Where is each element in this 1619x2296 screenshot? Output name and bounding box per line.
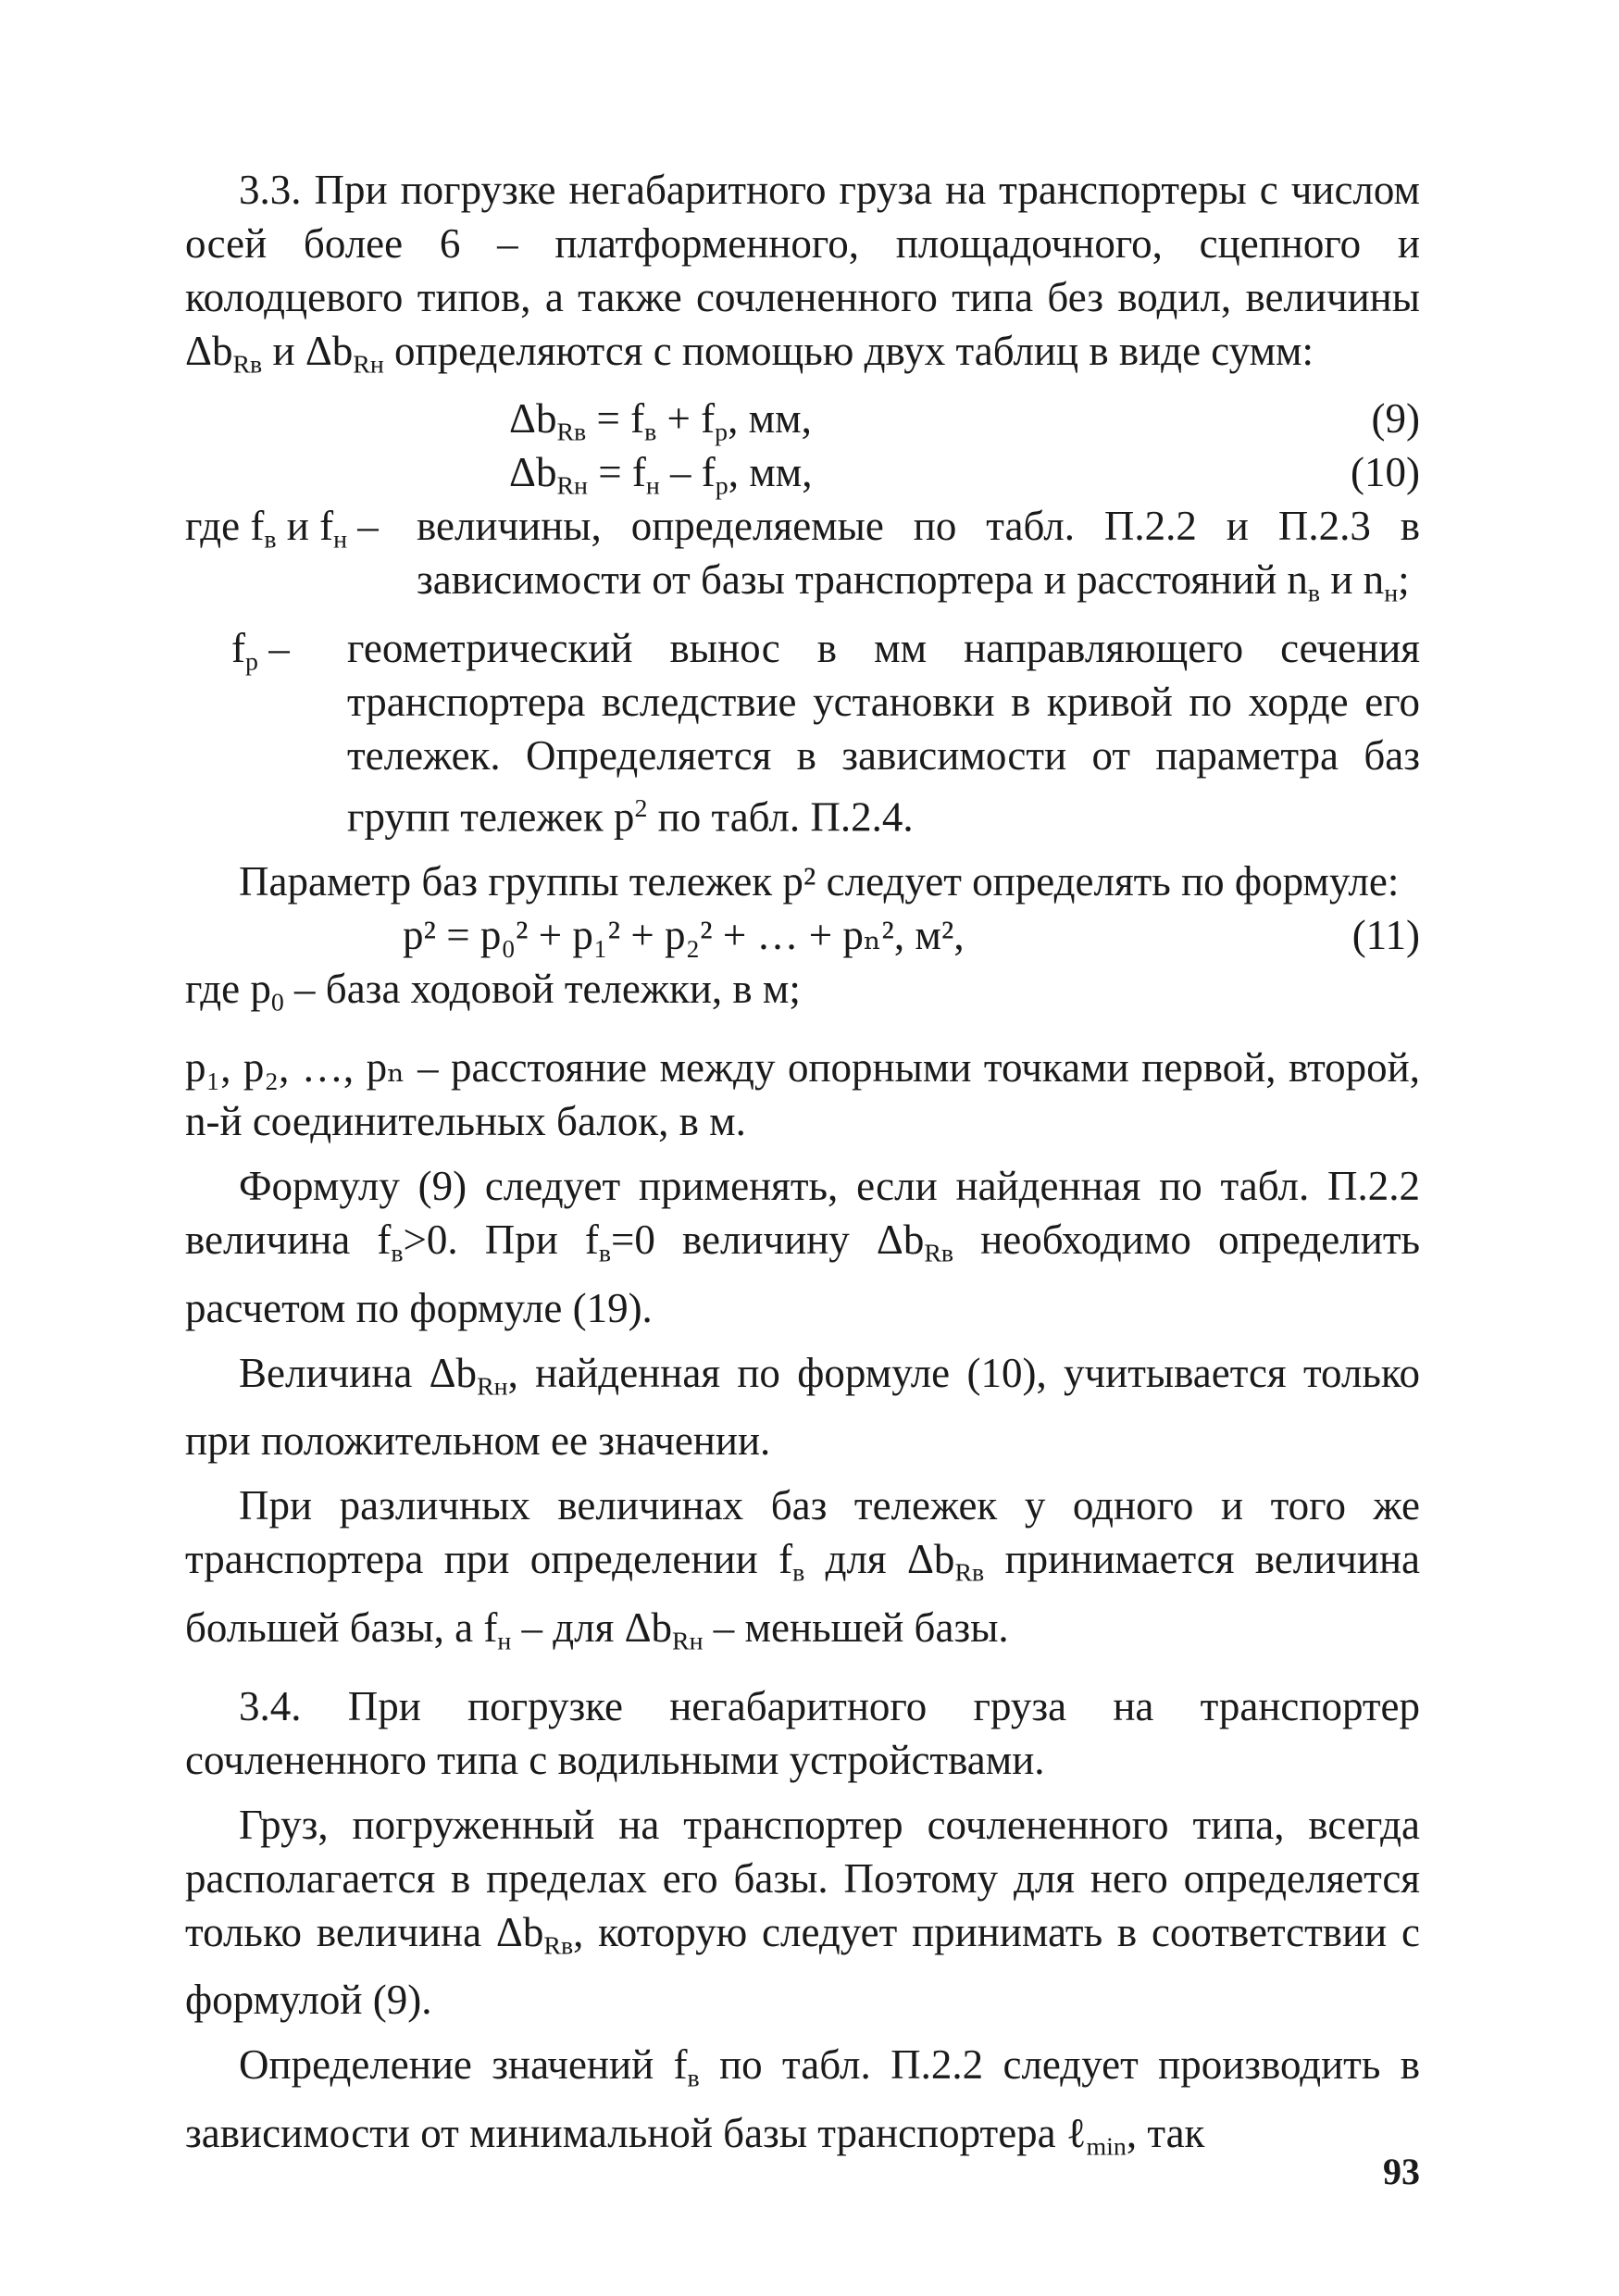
formula-9-expression: $\Delta b_{Rв} = f_в + f_р$, мм, — [509, 395, 812, 447]
definition-fp — [185, 621, 1420, 843]
formula-11-expression: p² = p₀² + p₁² + p₂² + … + pₙ², м², — [403, 912, 965, 959]
definition-p0: где $p_0$ – база ходовой тележки, в м; — [185, 966, 801, 1017]
paragraph-articulated-load: Груз, погруженный на транспортер сочлененного типа, всегда располагается в пределах его базы. Поэтому для него определяется только величина $\Delta b_{Rв}$, которую следует принимать в соответствии с формулой (9). — [185, 1801, 1420, 2024]
formula-10 — [185, 445, 1420, 499]
formula-10-number: (10) — [1351, 449, 1420, 496]
paragraph-3-4: 3.4. При погрузке негабаритного груза на транспортер сочлененного типа с водильными устройствами. — [185, 1682, 1420, 1783]
definitions-list — [185, 499, 1420, 843]
definition-text: геометрический вынос в мм направляющего сечения транспортера вследствие установки в кривой по хорде его тележек. Определяется в зависимости от параметра баз групп тележек $p^2$ по табл. П.2.4. — [347, 624, 1420, 841]
definition-fv-fn — [185, 499, 1420, 620]
formula-9 — [185, 392, 1420, 445]
formula-9-number: (9) — [1371, 395, 1420, 443]
paragraph-different-bases: При различных величинах баз тележек у одного и того же транспортера при определении $f_в$ для $\Delta b_{Rв}$ принимается величина большей базы, а $f_н$ – для $\Delta b_{Rн}$ – меньшей базы. — [185, 1482, 1421, 1655]
formula-11-number: (11) — [1351, 912, 1420, 959]
paragraph-formula-9-usage: Формулу (9) следует применять, если найденная по табл. П.2.2 величина $f_в>0$. При $f_в=0$ величину $\Delta b_{Rв}$ необходимо определить расчетом по формуле (19). — [185, 1163, 1421, 1331]
paragraph-3-3: 3.3. При погрузке негабаритного груза на транспортеры с числом осей более 6 – платформенного, площадочного, сцепного и колодцевого типов, а также сочлененного типа без водил, величины $\Delta b_{Rв}$ и $\Delta b_{Rн}$ определяются с помощью двух таблиц в виде сумм: — [185, 167, 1420, 380]
definition-p1-pn: p₁, p₂, …, pₙ – расстояние между опорными точками первой, второй, n-й соединительных балок, в м. — [185, 1044, 1420, 1145]
definition-label: где $f_в$ и $f_н$ – — [185, 503, 379, 555]
formula-10-expression: $\Delta b_{Rн} = f_н - f_р$, мм, — [509, 449, 813, 501]
definition-label: $f_р$ – — [231, 624, 290, 677]
paragraph-formula-10-usage: Величина $\Delta b_{Rн}$, найденная по формуле (10), учитывается только при положительном ее значении. — [185, 1349, 1420, 1465]
paragraph-fv-determination: Определение значений $f_в$ по табл. П.2.2 следует производить в зависимости от минимальной базы транспортера ℓ$_{min}$, так — [185, 2041, 1420, 2161]
formula-11 — [185, 908, 1420, 962]
definition-text: величины, определяемые по табл. П.2.2 и П.2.3 в зависимости от базы транспортера и расстояний $n_в$ и $n_н$; — [417, 503, 1420, 608]
page-number: 93 — [1383, 2151, 1420, 2192]
paragraph-bogie-parameter: Параметр баз группы тележек p² следует определять по формуле: — [239, 858, 1400, 905]
